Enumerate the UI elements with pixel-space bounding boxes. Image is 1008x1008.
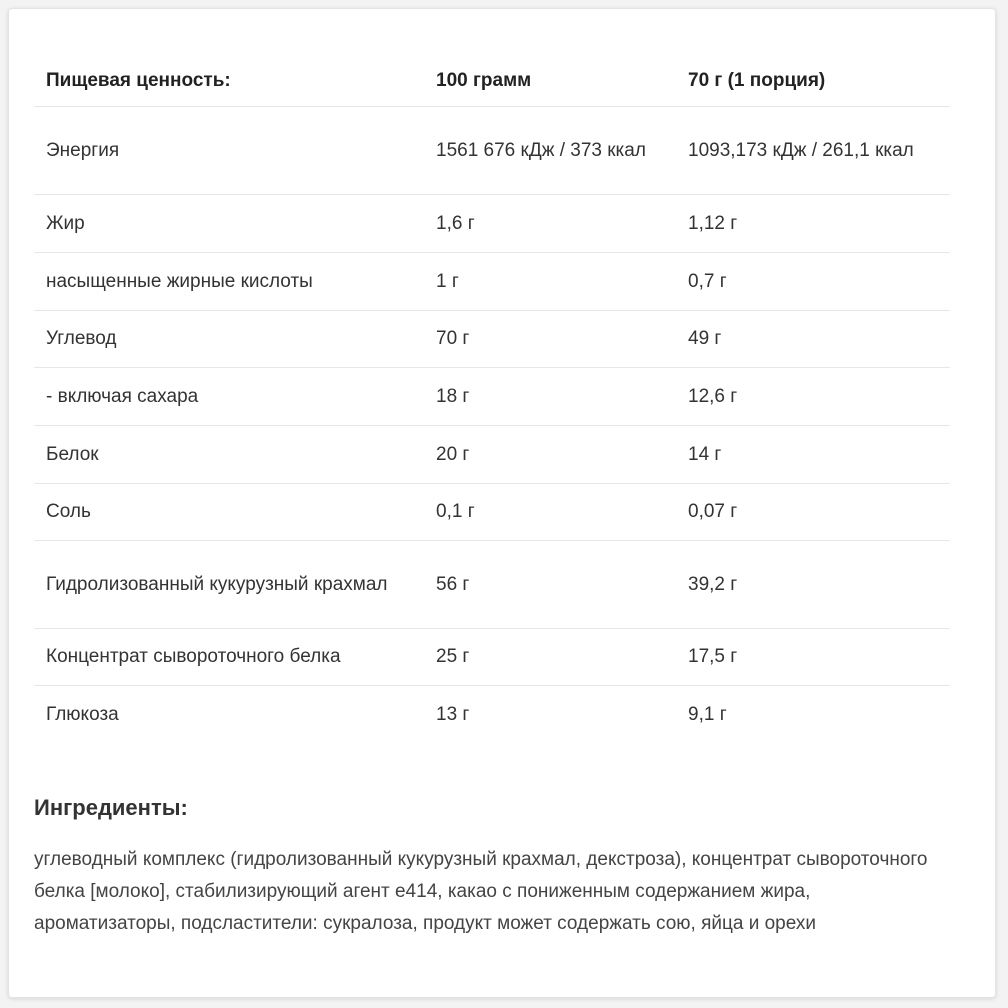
- nutrient-name-cell: Углевод: [34, 311, 424, 368]
- table-row: [34, 686, 950, 744]
- nutrient-name-cell: Глюкоза: [46, 703, 119, 725]
- per-100g-cell: 25 г: [424, 629, 676, 686]
- per-100g-cell: 20 г: [424, 426, 676, 484]
- table-row: [34, 253, 950, 311]
- table-row: [34, 368, 950, 426]
- per-100g-cell: 13 г: [436, 703, 470, 725]
- per-100g-cell: 56 г: [424, 541, 676, 629]
- per-serving-cell: 0,07 г: [676, 484, 950, 541]
- ingredients-heading: Ингредиенты:: [34, 795, 188, 820]
- nutrient-name-cell: Энергия: [34, 107, 424, 195]
- table-row: [34, 629, 950, 686]
- table-row: [34, 541, 950, 629]
- table-row: [34, 195, 950, 253]
- nutrient-name-cell: Соль: [34, 484, 424, 541]
- per-100g-cell: 0,1 г: [424, 484, 676, 541]
- table-row: [34, 426, 950, 484]
- per-100g-cell: 70 г: [424, 311, 676, 368]
- table-row: [34, 311, 950, 368]
- per-100g-cell: 1 г: [424, 253, 676, 311]
- per-100g-cell: 1561 676 кДж / 373 ккал: [424, 107, 676, 195]
- content-card: [8, 8, 996, 998]
- per-serving-cell: 9,1 г: [688, 703, 727, 725]
- per-serving-cell: 0,7 г: [676, 253, 950, 311]
- per-100g-cell: 18 г: [424, 368, 676, 426]
- nutrition-table: [34, 56, 950, 744]
- nutrient-name-cell: - включая сахара: [34, 368, 424, 426]
- per-serving-cell: 14 г: [676, 426, 950, 484]
- table-row: [34, 484, 950, 541]
- header-nutrition-value: Пищевая ценность:: [34, 56, 424, 107]
- per-serving-cell: 17,5 г: [676, 629, 950, 686]
- ingredients-text: углеводный комплекс (гидролизованный кукурузный крахмал, декстроза), концентрат сывороточного белка [молоко], стабилизирующий агент е414, какао с пониженным содержанием жира, ароматизаторы, подсластители: сукралоза, продукт может содержать сою, яйца и орехи: [34, 849, 928, 934]
- per-serving-cell: 49 г: [676, 311, 950, 368]
- per-serving-cell: 12,6 г: [676, 368, 950, 426]
- per-serving-cell: 39,2 г: [676, 541, 950, 629]
- nutrition-table-body: [34, 107, 950, 744]
- nutrient-name-cell: насыщенные жирные кислоты: [34, 253, 424, 311]
- nutrient-name-cell: Гидролизованный кукурузный крахмал: [34, 541, 424, 629]
- table-row: [34, 107, 950, 195]
- nutrient-name-cell: Жир: [34, 195, 424, 253]
- nutrient-name-cell: Белок: [34, 426, 424, 484]
- nutrient-name-cell: Концентрат сывороточного белка: [34, 629, 424, 686]
- header-per-100g: 100 грамм: [424, 56, 676, 107]
- per-serving-cell: 1093,173 кДж / 261,1 ккал: [676, 107, 950, 195]
- table-header-row: [34, 56, 950, 107]
- header-per-serving: 70 г (1 порция): [676, 56, 950, 107]
- per-serving-cell: 1,12 г: [676, 195, 950, 253]
- per-100g-cell: 1,6 г: [424, 195, 676, 253]
